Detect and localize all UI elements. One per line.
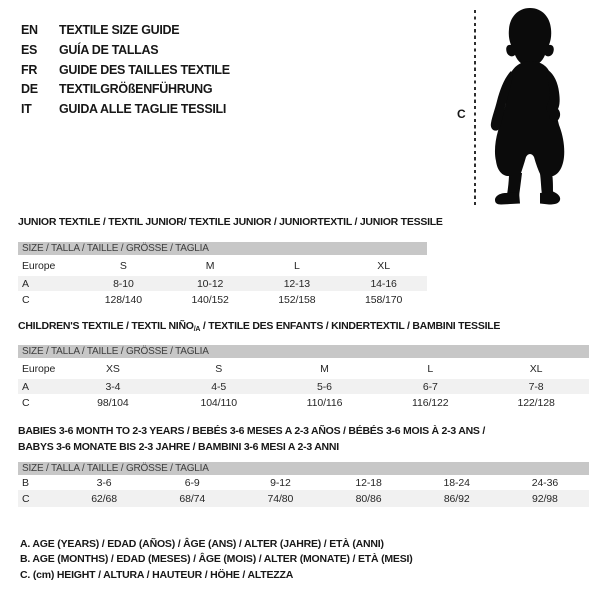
value-cell: 62/68 bbox=[91, 492, 117, 505]
language-title: GUÍA DE TALLAS bbox=[59, 42, 159, 57]
value-cell: 128/140 bbox=[104, 293, 142, 306]
size-cell: S bbox=[215, 362, 223, 375]
value-cell: 14-16 bbox=[370, 277, 397, 290]
value-cell: 110/116 bbox=[306, 396, 343, 409]
language-code: ES bbox=[21, 42, 38, 57]
junior-size-table bbox=[18, 255, 427, 308]
value-cell: 74/80 bbox=[267, 492, 294, 505]
value-cell: 9-12 bbox=[270, 476, 291, 489]
size-cell: XS bbox=[105, 362, 120, 375]
table-row-age bbox=[18, 276, 427, 291]
table-row-age-months bbox=[18, 475, 589, 490]
value-cell: 140/152 bbox=[191, 293, 229, 306]
table-row-height bbox=[18, 490, 589, 507]
language-row-es bbox=[21, 41, 230, 61]
value-cell: 80/86 bbox=[355, 492, 382, 505]
language-row-en bbox=[21, 21, 230, 41]
babies-section-title bbox=[18, 424, 485, 455]
table-row-europe bbox=[18, 255, 427, 276]
measure-label-c: C bbox=[457, 107, 466, 121]
value-cell: 12-13 bbox=[283, 277, 311, 290]
row-label: Europe bbox=[22, 259, 56, 272]
value-cell: 18-24 bbox=[443, 476, 470, 489]
junior-size-header-bar: SIZE / TALLA / TAILLE / GRÖSSE / TAGLIA bbox=[18, 242, 427, 255]
row-label: A bbox=[22, 277, 29, 290]
footnote-b: B. AGE (MONTHS) / EDAD (MESES) / ÂGE (MOIS) / ALTER (MONATE) / ETÀ (MESI) bbox=[20, 553, 413, 566]
height-measure-dashed-line bbox=[474, 10, 476, 207]
table-row-height bbox=[18, 291, 427, 308]
value-cell: 152/158 bbox=[278, 293, 316, 306]
row-label: C bbox=[22, 492, 30, 505]
value-cell: 24-36 bbox=[531, 476, 559, 489]
value-cell: 3-6 bbox=[96, 476, 112, 489]
language-title: TEXTILE SIZE GUIDE bbox=[59, 23, 180, 37]
value-cell: 6-9 bbox=[184, 476, 200, 489]
value-cell: 12-18 bbox=[355, 476, 382, 489]
value-cell: 116/122 bbox=[412, 396, 449, 409]
children-section-title bbox=[18, 320, 500, 333]
value-cell: 7-8 bbox=[528, 380, 544, 393]
value-cell: 104/110 bbox=[200, 396, 237, 409]
value-cell: 98/104 bbox=[97, 396, 129, 409]
table-row-europe bbox=[18, 358, 589, 379]
row-label: C bbox=[22, 293, 30, 306]
value-cell: 92/98 bbox=[532, 492, 558, 505]
size-cell: XL bbox=[529, 362, 543, 375]
size-cell: L bbox=[427, 362, 434, 375]
value-cell: 122/128 bbox=[517, 396, 555, 409]
language-row-fr bbox=[21, 61, 230, 81]
language-title: GUIDE DES TAILLES TEXTILE bbox=[59, 62, 230, 77]
value-cell: 3-4 bbox=[105, 380, 121, 393]
row-label: C bbox=[22, 396, 30, 409]
language-row-it bbox=[21, 100, 230, 120]
language-code: DE bbox=[21, 82, 38, 97]
children-title-sub: /A bbox=[193, 326, 201, 333]
junior-section-title: JUNIOR TEXTILE / TEXTIL JUNIOR/ TEXTILE JUNIOR / JUNIORTEXTIL / JUNIOR TESSILE bbox=[18, 216, 443, 228]
size-cell: L bbox=[294, 259, 300, 272]
language-title: GUIDA ALLE TAGLIE TESSILI bbox=[59, 102, 227, 117]
value-cell: 86/92 bbox=[443, 492, 470, 505]
footnote-c: C. (cm) HEIGHT / ALTURA / HAUTEUR / HÖHE / ALTEZZA bbox=[20, 568, 294, 581]
value-cell: 10-12 bbox=[196, 277, 224, 290]
row-label: Europe bbox=[22, 362, 56, 375]
language-code: IT bbox=[21, 102, 32, 117]
babies-title-line1: BABIES 3-6 MONTH TO 2-3 YEARS / BEBÉS 3-6 MESES A 2-3 AÑOS / BÉBÉS 3-6 MOIS À 2-3 ANS / bbox=[18, 425, 486, 437]
babies-title-line2: BABYS 3-6 MONATE BIS 2-3 JAHRE / BAMBINI 3-6 MESI A 2-3 ANNI bbox=[18, 440, 339, 453]
footnote-a: A. AGE (YEARS) / EDAD (AÑOS) / ÂGE (ANS) / ALTER (JAHRE) / ETÀ (ANNI) bbox=[20, 538, 384, 550]
value-cell: 8-10 bbox=[113, 277, 134, 290]
table-row-age bbox=[18, 379, 589, 394]
value-cell: 6-7 bbox=[422, 380, 438, 393]
value-cell: 4-5 bbox=[211, 380, 227, 393]
children-title-pre: CHILDREN'S TEXTILE / TEXTIL NIÑO bbox=[18, 320, 194, 332]
language-code: EN bbox=[21, 23, 38, 37]
language-row-de bbox=[21, 80, 230, 100]
children-size-table bbox=[18, 358, 589, 411]
language-code: FR bbox=[21, 62, 38, 77]
value-cell: 5-6 bbox=[317, 380, 332, 393]
language-title: TEXTILGRÖßENFÜHRUNG bbox=[59, 82, 213, 97]
size-cell: M bbox=[320, 362, 329, 375]
row-label: B bbox=[22, 476, 29, 489]
row-label: A bbox=[22, 380, 29, 393]
table-row-height bbox=[18, 394, 589, 411]
children-title-post: / TEXTILE DES ENFANTS / KINDERTEXTIL / BAMBINI TESSILE bbox=[200, 320, 501, 332]
language-list bbox=[21, 21, 230, 120]
size-cell: M bbox=[205, 259, 215, 272]
babies-size-header-bar: SIZE / TALLA / TAILLE / GRÖSSE / TAGLIA bbox=[18, 462, 589, 475]
value-cell: 68/74 bbox=[179, 492, 206, 505]
size-cell: S bbox=[119, 259, 127, 272]
legend-footnotes bbox=[20, 537, 413, 583]
children-size-header-bar: SIZE / TALLA / TAILLE / GRÖSSE / TAGLIA bbox=[18, 345, 589, 358]
toddler-silhouette bbox=[484, 7, 576, 205]
babies-size-table bbox=[18, 475, 589, 507]
size-cell: XL bbox=[377, 259, 390, 272]
value-cell: 158/170 bbox=[364, 293, 403, 306]
